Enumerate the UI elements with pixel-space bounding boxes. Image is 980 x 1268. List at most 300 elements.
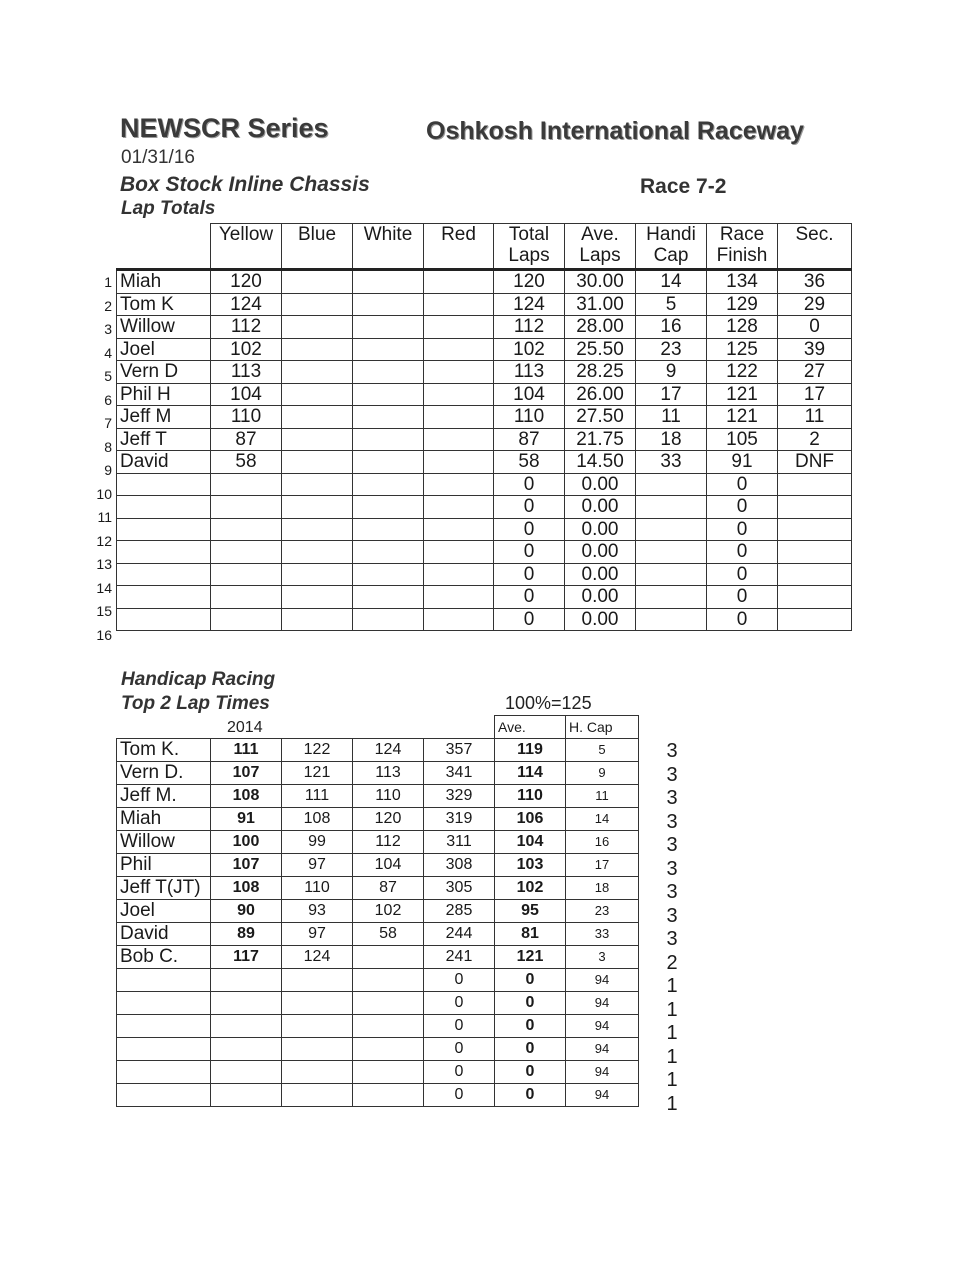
cell-yellow: 87 xyxy=(211,428,282,451)
cell-total: 0 xyxy=(494,541,565,564)
cell-finish: 0 xyxy=(707,563,778,586)
cell-total: 58 xyxy=(494,451,565,474)
row-number: 5 xyxy=(104,368,112,384)
cell-ave: 0 xyxy=(495,1084,566,1107)
cell-white xyxy=(353,270,424,294)
cell-finish: 105 xyxy=(707,428,778,451)
cell-ave: 119 xyxy=(495,739,566,762)
table-row xyxy=(117,762,639,785)
cell-b: 124 xyxy=(353,739,424,762)
cell-a: 121 xyxy=(282,762,353,785)
cell-ave: 95 xyxy=(495,900,566,923)
race-count: 3 xyxy=(666,928,678,950)
driver-name xyxy=(117,586,211,609)
col-hc-ave: Ave. xyxy=(495,716,566,739)
cell-yellow: 113 xyxy=(211,361,282,384)
handicap-title: Handicap Racing xyxy=(121,669,276,690)
cell-y2014: 107 xyxy=(211,762,282,785)
table-row xyxy=(117,383,852,406)
cell-hcap: 16 xyxy=(636,316,707,339)
cell-red xyxy=(424,518,494,541)
table-row xyxy=(117,406,852,429)
cell-total: 0 xyxy=(494,586,565,609)
cell-blue xyxy=(282,406,353,429)
col-white: White xyxy=(353,224,424,270)
cell-sec xyxy=(778,608,852,631)
table-row xyxy=(117,563,852,586)
driver-name xyxy=(117,518,211,541)
driver-name xyxy=(117,1061,211,1084)
cell-a: 97 xyxy=(282,923,353,946)
cell-sum: 241 xyxy=(424,946,495,969)
driver-name xyxy=(117,541,211,564)
table-row xyxy=(117,428,852,451)
cell-a xyxy=(282,992,353,1015)
cell-b xyxy=(353,1015,424,1038)
cell-hcap: 9 xyxy=(566,762,639,785)
cell-sec: 36 xyxy=(778,270,852,294)
cell-yellow: 120 xyxy=(211,270,282,294)
cell-yellow xyxy=(211,518,282,541)
cell-hcap: 14 xyxy=(566,808,639,831)
cell-ave: 0.00 xyxy=(565,473,636,496)
cell-b xyxy=(353,1084,424,1107)
cell-b: 87 xyxy=(353,877,424,900)
row-numbers xyxy=(86,271,112,647)
cell-a xyxy=(282,1015,353,1038)
cell-sec: 11 xyxy=(778,406,852,429)
cell-sum: 0 xyxy=(424,992,495,1015)
cell-sum: 244 xyxy=(424,923,495,946)
cell-red xyxy=(424,563,494,586)
cell-sec: 29 xyxy=(778,293,852,316)
table-row xyxy=(117,854,639,877)
race-count: 1 xyxy=(666,1069,678,1091)
cell-a: 108 xyxy=(282,808,353,831)
table-row xyxy=(117,1015,639,1038)
driver-name: Willow xyxy=(117,316,211,339)
cell-sec: 39 xyxy=(778,338,852,361)
section-title: Lap Totals xyxy=(121,198,216,219)
cell-white xyxy=(353,541,424,564)
lap-totals-table xyxy=(116,223,852,631)
col-total-laps: Total Laps xyxy=(494,224,565,270)
cell-sec: 2 xyxy=(778,428,852,451)
cell-white xyxy=(353,406,424,429)
cell-ave: 0.00 xyxy=(565,518,636,541)
table-row xyxy=(117,518,852,541)
cell-hcap: 5 xyxy=(566,739,639,762)
cell-yellow: 110 xyxy=(211,406,282,429)
cell-white xyxy=(353,608,424,631)
cell-y2014 xyxy=(211,1015,282,1038)
row-number: 14 xyxy=(96,579,112,596)
col-red: Red xyxy=(424,224,494,270)
table-row xyxy=(117,293,852,316)
cell-finish: 129 xyxy=(707,293,778,316)
driver-name xyxy=(117,496,211,519)
cell-y2014: 90 xyxy=(211,900,282,923)
cell-hcap xyxy=(636,496,707,519)
cell-sec: 27 xyxy=(778,361,852,384)
table-row xyxy=(117,586,852,609)
cell-a xyxy=(282,1061,353,1084)
cell-sec xyxy=(778,563,852,586)
cell-ave: 26.00 xyxy=(565,383,636,406)
cell-finish: 125 xyxy=(707,338,778,361)
col-sec: Sec. xyxy=(778,224,852,270)
cell-total: 87 xyxy=(494,428,565,451)
cell-a xyxy=(282,1084,353,1107)
cell-a: 93 xyxy=(282,900,353,923)
cell-a xyxy=(282,969,353,992)
cell-hcap: 3 xyxy=(566,946,639,969)
cell-ave: 0 xyxy=(495,992,566,1015)
handicap-subtitle: Top 2 Lap Times xyxy=(121,693,270,714)
cell-hcap: 33 xyxy=(636,451,707,474)
cell-blue xyxy=(282,541,353,564)
table-row xyxy=(117,338,852,361)
driver-name: Willow xyxy=(117,831,211,854)
cell-yellow xyxy=(211,541,282,564)
table-row xyxy=(117,496,852,519)
cell-a xyxy=(282,1038,353,1061)
table-row xyxy=(117,831,639,854)
cell-ave: 27.50 xyxy=(565,406,636,429)
cell-sum: 308 xyxy=(424,854,495,877)
cell-hcap: 94 xyxy=(566,1061,639,1084)
cell-y2014 xyxy=(211,1084,282,1107)
cell-total: 0 xyxy=(494,518,565,541)
cell-white xyxy=(353,316,424,339)
cell-white xyxy=(353,383,424,406)
cell-y2014: 108 xyxy=(211,785,282,808)
cell-hcap: 23 xyxy=(566,900,639,923)
table-row xyxy=(117,923,639,946)
cell-blue xyxy=(282,451,353,474)
cell-y2014: 100 xyxy=(211,831,282,854)
cell-red xyxy=(424,270,494,294)
table-row xyxy=(117,473,852,496)
cell-ave: 121 xyxy=(495,946,566,969)
cell-total: 0 xyxy=(494,563,565,586)
table-row xyxy=(117,877,639,900)
cell-total: 113 xyxy=(494,361,565,384)
cell-yellow: 124 xyxy=(211,293,282,316)
cell-b: 112 xyxy=(353,831,424,854)
cell-white xyxy=(353,586,424,609)
driver-name: Vern D xyxy=(117,361,211,384)
cell-hcap: 14 xyxy=(636,270,707,294)
cell-white xyxy=(353,361,424,384)
cell-b: 102 xyxy=(353,900,424,923)
cell-red xyxy=(424,361,494,384)
cell-red xyxy=(424,383,494,406)
cell-ave: 21.75 xyxy=(565,428,636,451)
race-count: 1 xyxy=(666,1022,678,1044)
row-number: 2 xyxy=(104,297,112,314)
driver-name: Jeff M. xyxy=(117,785,211,808)
driver-name xyxy=(117,1015,211,1038)
cell-red xyxy=(424,541,494,564)
driver-name: Jeff T xyxy=(117,428,211,451)
race-count: 1 xyxy=(666,998,678,1021)
driver-name: Jeff T(JT) xyxy=(117,877,211,900)
cell-hcap: 17 xyxy=(566,854,639,877)
driver-name: Jeff M xyxy=(117,406,211,429)
cell-hcap xyxy=(636,608,707,631)
cell-blue xyxy=(282,586,353,609)
cell-sum: 0 xyxy=(424,1038,495,1061)
cell-b: 120 xyxy=(353,808,424,831)
cell-blue xyxy=(282,293,353,316)
cell-yellow xyxy=(211,586,282,609)
cell-b: 113 xyxy=(353,762,424,785)
cell-yellow: 112 xyxy=(211,316,282,339)
driver-name: Tom K. xyxy=(117,739,211,762)
row-number: 3 xyxy=(104,321,112,337)
cell-finish: 134 xyxy=(707,270,778,294)
cell-y2014 xyxy=(211,1061,282,1084)
cell-a: 122 xyxy=(282,739,353,762)
col-yellow: Yellow xyxy=(211,224,282,270)
cell-white xyxy=(353,518,424,541)
cell-hcap xyxy=(636,473,707,496)
cell-a: 110 xyxy=(282,877,353,900)
cell-a: 97 xyxy=(282,854,353,877)
cell-y2014: 117 xyxy=(211,946,282,969)
cell-blue xyxy=(282,316,353,339)
driver-name xyxy=(117,1038,211,1061)
cell-hcap xyxy=(636,518,707,541)
race-count: 3 xyxy=(666,763,678,786)
cell-sec xyxy=(778,586,852,609)
table-row xyxy=(117,608,852,631)
col-handicap: Handi Cap xyxy=(636,224,707,270)
row-number: 16 xyxy=(96,626,112,643)
cell-y2014: 91 xyxy=(211,808,282,831)
cell-hcap: 94 xyxy=(566,1038,639,1061)
row-number: 11 xyxy=(97,509,112,525)
cell-white xyxy=(353,473,424,496)
cell-sum: 305 xyxy=(424,877,495,900)
cell-sec xyxy=(778,496,852,519)
race-label: Race 7-2 xyxy=(640,175,727,198)
row-number: 10 xyxy=(96,485,112,502)
cell-blue xyxy=(282,361,353,384)
cell-hcap: 33 xyxy=(566,923,639,946)
cell-y2014: 111 xyxy=(211,739,282,762)
race-count: 1 xyxy=(666,975,678,997)
race-count: 3 xyxy=(666,857,678,880)
cell-red xyxy=(424,406,494,429)
driver-name: Phil xyxy=(117,854,211,877)
cell-red xyxy=(424,473,494,496)
cell-b: 110 xyxy=(353,785,424,808)
cell-sum: 357 xyxy=(424,739,495,762)
cell-sum: 311 xyxy=(424,831,495,854)
cell-sum: 0 xyxy=(424,1015,495,1038)
cell-sec: DNF xyxy=(778,451,852,474)
cell-y2014: 108 xyxy=(211,877,282,900)
race-counts xyxy=(660,740,684,1116)
cell-ave: 0.00 xyxy=(565,496,636,519)
cell-total: 124 xyxy=(494,293,565,316)
cell-ave: 104 xyxy=(495,831,566,854)
cell-yellow xyxy=(211,473,282,496)
cell-y2014 xyxy=(211,1038,282,1061)
race-count: 3 xyxy=(666,834,678,856)
cell-finish: 128 xyxy=(707,316,778,339)
cell-ave: 0.00 xyxy=(565,586,636,609)
cell-finish: 122 xyxy=(707,361,778,384)
cell-blue xyxy=(282,496,353,519)
cell-a: 124 xyxy=(282,946,353,969)
cell-hcap: 94 xyxy=(566,969,639,992)
cell-hcap: 17 xyxy=(636,383,707,406)
lap-totals-header xyxy=(117,224,852,270)
cell-total: 112 xyxy=(494,316,565,339)
cell-sec: 0 xyxy=(778,316,852,339)
cell-hcap: 94 xyxy=(566,1015,639,1038)
race-date: 01/31/16 xyxy=(121,147,195,168)
cell-red xyxy=(424,338,494,361)
driver-name: Miah xyxy=(117,270,211,294)
cell-ave: 110 xyxy=(495,785,566,808)
cell-finish: 91 xyxy=(707,451,778,474)
table-row xyxy=(117,900,639,923)
cell-white xyxy=(353,563,424,586)
cell-b xyxy=(353,969,424,992)
cell-blue xyxy=(282,563,353,586)
cell-yellow xyxy=(211,563,282,586)
driver-name: Phil H xyxy=(117,383,211,406)
cell-sec xyxy=(778,473,852,496)
cell-total: 0 xyxy=(494,496,565,519)
cell-red xyxy=(424,608,494,631)
race-count: 3 xyxy=(666,787,678,809)
cell-ave: 25.50 xyxy=(565,338,636,361)
cell-ave: 14.50 xyxy=(565,451,636,474)
cell-white xyxy=(353,293,424,316)
driver-name: David xyxy=(117,451,211,474)
table-row xyxy=(117,270,852,294)
race-count: 1 xyxy=(666,1045,678,1068)
percent-note: 100%=125 xyxy=(505,693,592,713)
table-row xyxy=(117,361,852,384)
cell-ave: 31.00 xyxy=(565,293,636,316)
cell-hcap xyxy=(636,586,707,609)
cell-b xyxy=(353,946,424,969)
table-row xyxy=(117,316,852,339)
row-number: 1 xyxy=(104,274,112,290)
cell-yellow: 102 xyxy=(211,338,282,361)
race-count: 3 xyxy=(666,904,678,927)
class-name: Box Stock Inline Chassis xyxy=(120,173,370,196)
race-count: 1 xyxy=(666,1092,678,1115)
driver-name: Joel xyxy=(117,338,211,361)
cell-hcap xyxy=(636,563,707,586)
cell-y2014: 107 xyxy=(211,854,282,877)
cell-y2014 xyxy=(211,992,282,1015)
driver-name xyxy=(117,473,211,496)
cell-total: 120 xyxy=(494,270,565,294)
cell-white xyxy=(353,338,424,361)
cell-hcap: 18 xyxy=(566,877,639,900)
cell-sum: 0 xyxy=(424,1084,495,1107)
cell-blue xyxy=(282,518,353,541)
cell-sum: 319 xyxy=(424,808,495,831)
table-row xyxy=(117,1061,639,1084)
cell-sum: 285 xyxy=(424,900,495,923)
cell-red xyxy=(424,586,494,609)
cell-hcap: 11 xyxy=(566,785,639,808)
cell-finish: 121 xyxy=(707,383,778,406)
cell-ave: 102 xyxy=(495,877,566,900)
cell-b: 104 xyxy=(353,854,424,877)
table-row xyxy=(117,992,639,1015)
cell-hcap: 5 xyxy=(636,293,707,316)
cell-finish: 0 xyxy=(707,586,778,609)
driver-name: Vern D. xyxy=(117,762,211,785)
cell-ave: 106 xyxy=(495,808,566,831)
cell-blue xyxy=(282,428,353,451)
cell-ave: 0 xyxy=(495,1061,566,1084)
driver-name xyxy=(117,563,211,586)
cell-total: 0 xyxy=(494,608,565,631)
cell-sec xyxy=(778,541,852,564)
cell-ave: 0.00 xyxy=(565,608,636,631)
table-row xyxy=(117,739,639,762)
cell-finish: 121 xyxy=(707,406,778,429)
table-row xyxy=(117,451,852,474)
cell-blue xyxy=(282,270,353,294)
table-row xyxy=(117,541,852,564)
row-number: 4 xyxy=(104,344,112,361)
cell-finish: 0 xyxy=(707,473,778,496)
cell-hcap: 11 xyxy=(636,406,707,429)
row-number: 8 xyxy=(104,438,112,455)
cell-b xyxy=(353,1061,424,1084)
row-number: 15 xyxy=(96,603,112,619)
handicap-table xyxy=(116,715,639,1107)
cell-yellow xyxy=(211,496,282,519)
cell-b xyxy=(353,1038,424,1061)
header-blank xyxy=(117,224,211,270)
cell-red xyxy=(424,496,494,519)
cell-total: 110 xyxy=(494,406,565,429)
driver-name xyxy=(117,1084,211,1107)
cell-red xyxy=(424,451,494,474)
cell-sum: 0 xyxy=(424,1061,495,1084)
cell-b xyxy=(353,992,424,1015)
track-name: Oshkosh International Raceway xyxy=(426,117,804,145)
cell-finish: 0 xyxy=(707,541,778,564)
cell-white xyxy=(353,496,424,519)
cell-ave: 103 xyxy=(495,854,566,877)
cell-a: 111 xyxy=(282,785,353,808)
cell-hcap: 18 xyxy=(636,428,707,451)
handicap-header xyxy=(117,716,639,739)
cell-sum: 341 xyxy=(424,762,495,785)
cell-white xyxy=(353,451,424,474)
cell-total: 104 xyxy=(494,383,565,406)
cell-finish: 0 xyxy=(707,496,778,519)
cell-ave: 114 xyxy=(495,762,566,785)
col-ave-laps: Ave. Laps xyxy=(565,224,636,270)
race-count: 3 xyxy=(666,881,678,903)
cell-red xyxy=(424,316,494,339)
